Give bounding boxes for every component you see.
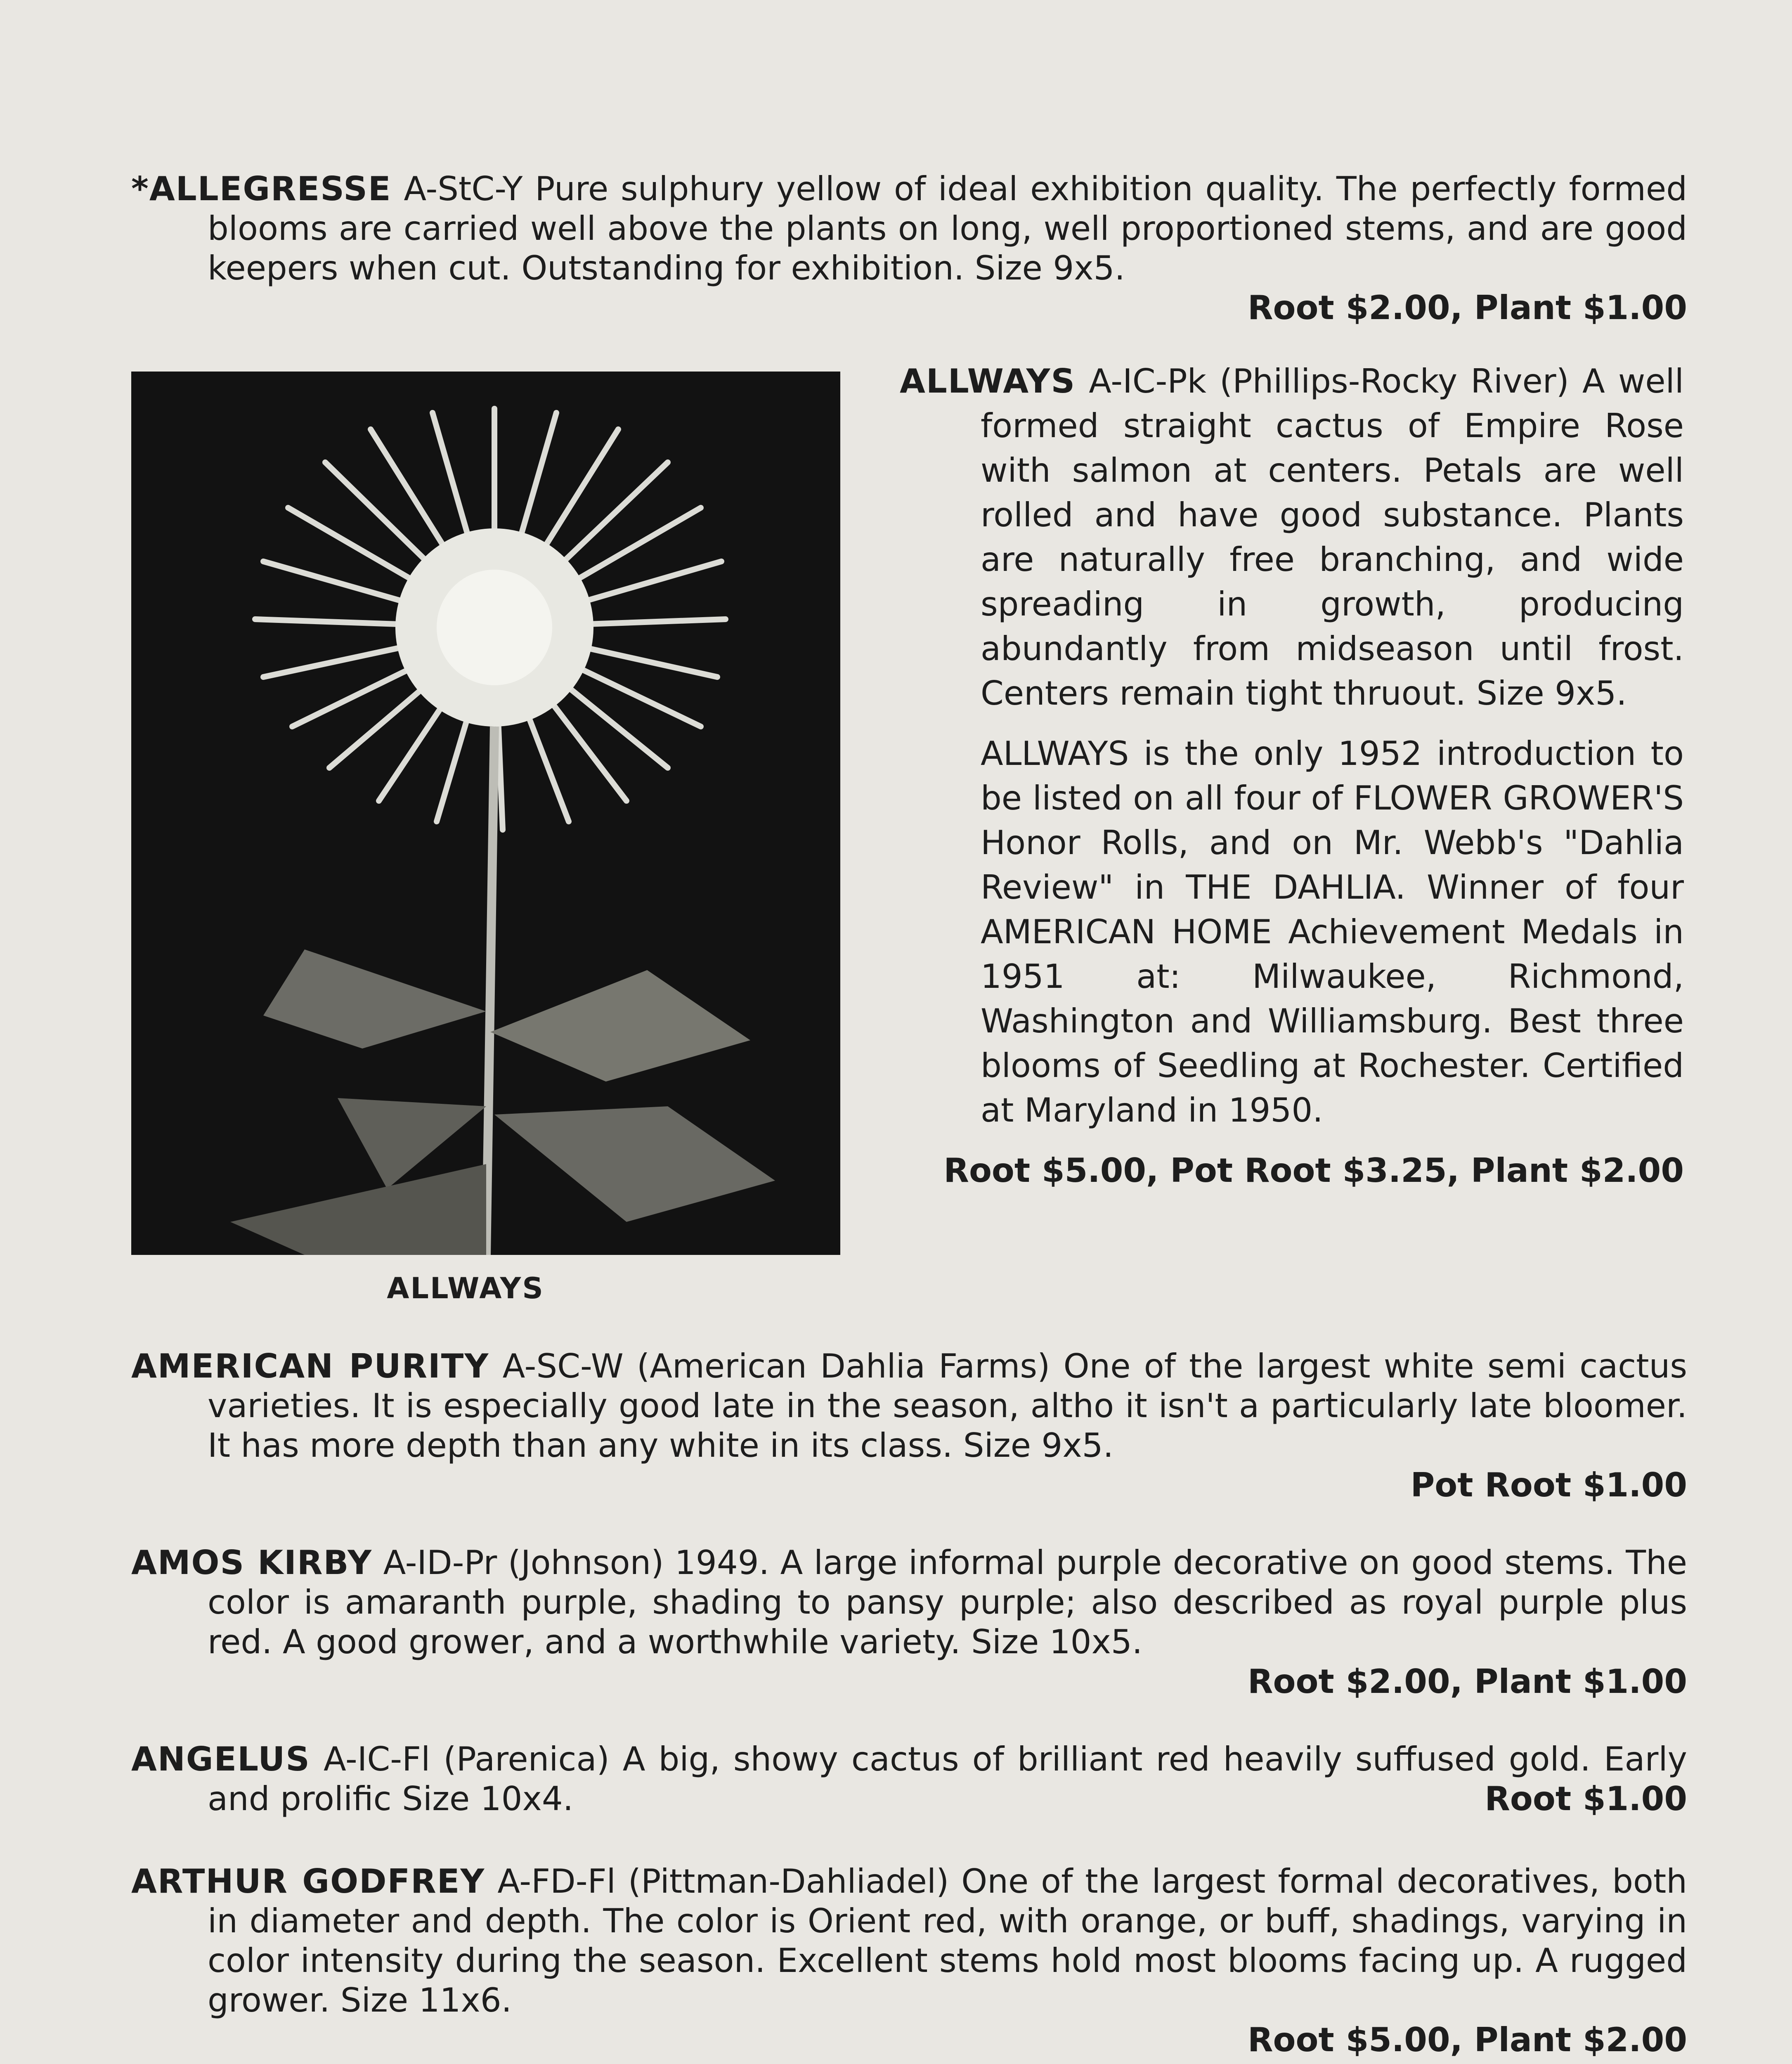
variety-description: A-SC-W (American Dahlia Farms) One of the largest white semi cactus varieties. It is especially good late in the season, altho it isn't a particularly late bloomer. It has more depth than any white in its class. Size 9x5. <box>208 1347 1688 1465</box>
price-line: Root $5.00, Pot Root $3.25, Plant $2.00 <box>943 1151 1684 1190</box>
price-line: Root $2.00, Plant $1.00 <box>1247 1662 1687 1701</box>
variety-description: A-StC-Y Pure sulphury yellow of ideal exhibition quality. The perfectly formed blooms are carried well above the plants on long, well proportioned stems, and are good keepers when cut. Outstanding for exhibition. Size 9x5. <box>208 170 1687 287</box>
variety-name: AMOS KIRBY <box>131 1543 373 1582</box>
entry-text <box>131 1347 1687 1465</box>
entry-amos-kirby <box>131 1543 1687 1702</box>
entry-text <box>900 359 1684 716</box>
entry-allways <box>900 359 1684 1193</box>
variety-awards: ALLWAYS is the only 1952 introduction to be listed on all four of FLOWER GROWER'S Honor Rolls, and on Mr. Webb's "Dahlia Review" in THE DAHLIA. Winner of four AMERICAN HOME Achievement Medals in 1951 at: Milwaukee, Richmond, Washington and Williamsburg. Best three blooms of Seedling at Rochester. Certified at Maryland in 1950. <box>981 734 1684 1129</box>
entry-angelus <box>131 1740 1687 1819</box>
variety-name: ANGELUS <box>131 1740 310 1778</box>
allways-photo <box>131 372 840 1255</box>
entry-text <box>131 169 1687 288</box>
entry-allegresse <box>131 169 1687 328</box>
entry-arthur-godfrey <box>131 1862 1687 2060</box>
variety-name: *ALLEGRESSE <box>131 170 392 208</box>
price-line: Root $1.00 <box>1485 1780 1687 1818</box>
photo-caption: ALLWAYS <box>387 1271 544 1305</box>
variety-name: ARTHUR GODFREY <box>131 1862 485 1901</box>
entry-text <box>131 1862 1687 2020</box>
variety-description: A-IC-Pk (Phillips-Rocky River) A well formed straight cactus of Empire Rose with salmon at centers. Petals are well rolled and have good substance. Plants are naturally free branching, and wide spreading in growth, producing abundantly from midseason until frost. Centers remain tight thruout. Size 9x5. <box>981 362 1684 712</box>
price-line: Pot Root $1.00 <box>1410 1466 1687 1504</box>
entry-text <box>131 1543 1687 1662</box>
price-line: Root $2.00, Plant $1.00 <box>1247 289 1687 327</box>
entry-american-purity <box>131 1347 1687 1505</box>
variety-name: ALLWAYS <box>900 362 1076 400</box>
price-line: Root $5.00, Plant $2.00 <box>1247 2021 1687 2059</box>
dahlia-flower-image <box>131 372 840 1255</box>
variety-description: A-IC-Fl (Parenica) A big, showy cactus of brilliant red heavily suffused gold. Early and prolific Size 10x4. <box>208 1740 1687 1818</box>
variety-name: AMERICAN PURITY <box>131 1347 489 1385</box>
variety-description: A-FD-Fl (Pittman-Dahliadel) One of the largest formal decoratives, both in diameter and depth. The color is Orient red, with orange, or buff, shadings, varying in color intensity during the season. Excellent stems hold most blooms facing up. A rugged grower. Size 11x6. <box>208 1862 1687 2019</box>
variety-description: A-ID-Pr (Johnson) 1949. A large informal purple decorative on good stems. The color is amaranth purple, shading to pansy purple; also described as royal purple plus red. A good grower, and a worthwhile variety. Size 10x5. <box>208 1543 1688 1661</box>
